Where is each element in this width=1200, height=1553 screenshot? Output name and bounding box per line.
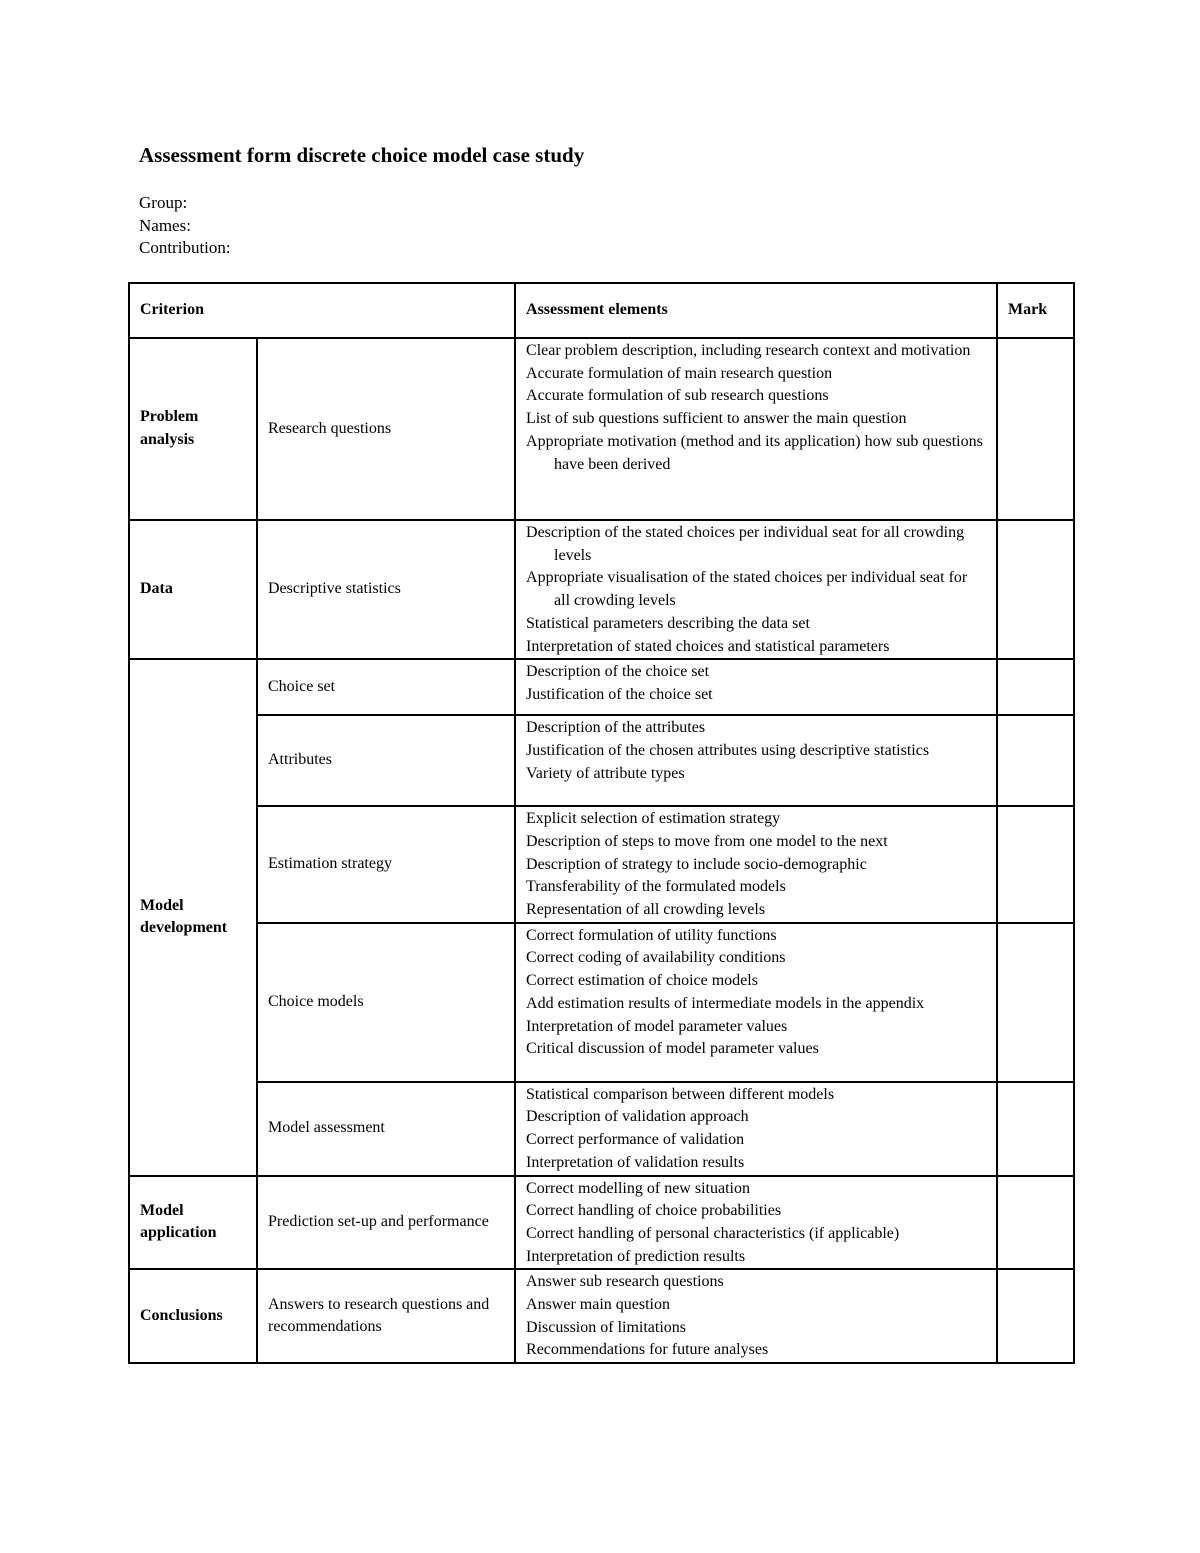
subcriterion-estimation-strategy: Estimation strategy [257, 806, 515, 923]
criterion-model-application: Model application [129, 1176, 257, 1270]
mark-field[interactable] [997, 806, 1074, 923]
assessment-element: Correct modelling of new situation [526, 1179, 750, 1197]
mark-field[interactable] [997, 923, 1074, 1082]
assessment-element: Variety of attribute types [526, 764, 685, 782]
header-mark: Mark [997, 283, 1074, 338]
assessment-element: Justification of the chosen attributes using descriptive statistics [526, 741, 930, 759]
assessment-elements-cell [515, 659, 997, 715]
assessment-element: Recommendations for future analyses [526, 1341, 769, 1359]
table-body [129, 338, 1074, 1363]
assessment-elements-cell [515, 923, 997, 1082]
assessment-element: Clear problem description, including research context and motivation [526, 342, 971, 359]
assessment-table [128, 282, 1075, 1364]
assessment-element: Representation of all crowding levels [526, 901, 766, 919]
assessment-elements-list [526, 340, 986, 476]
assessment-elements-list [526, 808, 986, 922]
assessment-elements-cell [515, 1269, 997, 1363]
assessment-element: Justification of the choice set [526, 685, 713, 703]
mark-field[interactable] [997, 1269, 1074, 1363]
assessment-element: Correct estimation of choice models [526, 972, 758, 990]
subcriterion-attributes: Attributes [257, 715, 515, 806]
assessment-element: Transferability of the formulated models [526, 878, 786, 896]
names-label: Names: [139, 216, 191, 235]
table-row [129, 1176, 1074, 1270]
assessment-element: Interpretation of validation results [526, 1153, 745, 1171]
criterion-model-development: Model development [129, 659, 257, 1175]
assessment-element: Correct handling of choice probabilities [526, 1202, 782, 1220]
table-row [129, 806, 1074, 923]
assessment-elements-list [526, 1178, 986, 1269]
assessment-element: Description of the attributes [526, 719, 706, 737]
assessment-element: Answer sub research questions [526, 1273, 724, 1291]
assessment-element: Interpretation of stated choices and statistical parameters [526, 637, 890, 655]
mark-field[interactable] [997, 338, 1074, 520]
assessment-element: List of sub questions sufficient to answer the main question [526, 410, 907, 428]
subcriterion-descriptive-statistics: Descriptive statistics [257, 520, 515, 659]
assessment-elements-list [526, 1084, 986, 1175]
assessment-element: Correct formulation of utility functions [526, 926, 777, 944]
contribution-label: Contribution: [139, 238, 231, 257]
page-title: Assessment form discrete choice model case study [139, 143, 585, 167]
assessment-element: Critical discussion of model parameter values [526, 1040, 819, 1058]
header-criterion: Criterion [129, 283, 515, 338]
subcriterion-answers-to-research-questions-and-recommendations: Answers to research questions and recommendations [257, 1269, 515, 1363]
subcriterion-model-assessment: Model assessment [257, 1082, 515, 1176]
assessment-element: Description of strategy to include socio-demographic [526, 855, 867, 873]
assessment-element: Correct coding of availability conditions [526, 949, 786, 967]
assessment-element: Interpretation of prediction results [526, 1247, 746, 1265]
criterion-problem-analysis: Problem analysis [129, 338, 257, 520]
table-row [129, 1269, 1074, 1363]
assessment-elements-list [526, 717, 986, 785]
assessment-element: Appropriate visualisation of the stated choices per individual seat for all crowding levels [526, 569, 968, 610]
assessment-element: Discussion of limitations [526, 1318, 687, 1336]
criterion-data: Data [129, 520, 257, 659]
assessment-element: Description of validation approach [526, 1108, 749, 1126]
mark-field[interactable] [997, 520, 1074, 659]
assessment-elements-cell [515, 1082, 997, 1176]
assessment-elements-list [526, 925, 986, 1061]
assessment-elements-cell [515, 806, 997, 923]
table-row [129, 715, 1074, 806]
subcriterion-choice-set: Choice set [257, 659, 515, 715]
assessment-elements-list [526, 1271, 986, 1362]
subcriterion-choice-models: Choice models [257, 923, 515, 1082]
mark-field[interactable] [997, 715, 1074, 806]
assessment-elements-list [526, 661, 986, 706]
assessment-elements-cell [515, 338, 997, 520]
subcriterion-research-questions: Research questions [257, 338, 515, 520]
assessment-elements-cell [515, 520, 997, 659]
assessment-element: Explicit selection of estimation strategy [526, 810, 781, 828]
group-label: Group: [139, 193, 188, 212]
assessment-element: Add estimation results of intermediate models in the appendix [526, 994, 925, 1012]
assessment-element: Statistical comparison between different models [526, 1085, 835, 1103]
criterion-conclusions: Conclusions [129, 1269, 257, 1363]
assessment-element: Interpretation of model parameter values [526, 1017, 788, 1035]
assessment-elements-list [526, 522, 986, 658]
assessment-element: Answer main question [526, 1296, 670, 1314]
assessment-element: Description of steps to move from one model to the next [526, 832, 888, 850]
table-row [129, 659, 1074, 715]
assessment-element: Accurate formulation of sub research questions [526, 387, 829, 405]
assessment-element: Correct handling of personal characteristics (if applicable) [526, 1224, 900, 1242]
mark-field[interactable] [997, 1176, 1074, 1270]
table-row [129, 1082, 1074, 1176]
header-row [129, 283, 1074, 338]
mark-field[interactable] [997, 1082, 1074, 1176]
assessment-elements-cell [515, 1176, 997, 1270]
assessment-element: Description of the stated choices per individual seat for all crowding levels [526, 524, 965, 564]
assessment-element: Correct performance of validation [526, 1131, 745, 1149]
header-elements: Assessment elements [515, 283, 997, 338]
mark-field[interactable] [997, 659, 1074, 715]
table-row [129, 338, 1074, 520]
table-row [129, 520, 1074, 659]
table-row [129, 923, 1074, 1082]
assessment-element: Accurate formulation of main research question [526, 364, 833, 382]
assessment-element: Statistical parameters describing the data set [526, 614, 810, 632]
subcriterion-prediction-set-up-and-performance: Prediction set-up and performance [257, 1176, 515, 1270]
assessment-element: Appropriate motivation (method and its application) how sub questions have been derived [526, 432, 983, 473]
assessment-elements-cell [515, 715, 997, 806]
assessment-element: Description of the choice set [526, 663, 710, 681]
